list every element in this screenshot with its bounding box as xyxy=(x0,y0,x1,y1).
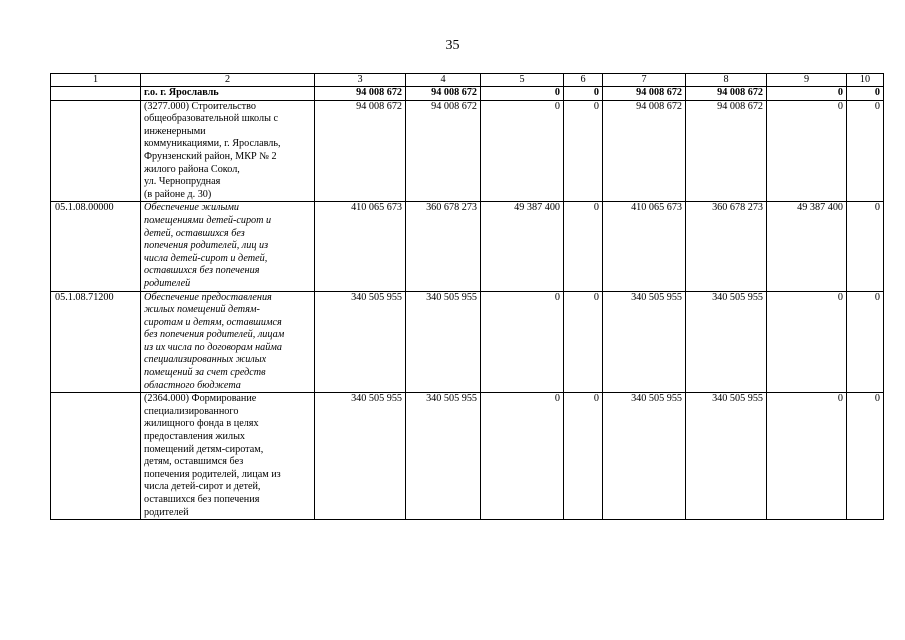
description-line: оставшихся без попечения xyxy=(144,265,260,277)
value-cell: 0 xyxy=(481,100,564,202)
value-cell: 94 008 672 xyxy=(603,87,686,101)
description-line: из их числа по договорам найма xyxy=(144,341,282,353)
value-cell: 0 xyxy=(847,87,884,101)
description-line: попечения родителей, лицам из xyxy=(144,468,281,480)
value-cell: 410 065 673 xyxy=(603,202,686,291)
value-cell: 0 xyxy=(564,291,603,393)
value-cell: 49 387 400 xyxy=(481,202,564,291)
description-line: коммуникациями, г. Ярославль, xyxy=(144,138,281,150)
description-line: областного бюджета xyxy=(144,379,241,391)
description-line: жилых помещений детям- xyxy=(144,304,260,316)
column-header: 7 xyxy=(603,74,686,87)
description-line: без попечения родителей, лицам xyxy=(144,329,285,341)
row-description xyxy=(141,202,315,291)
description-line: родителей xyxy=(144,277,191,289)
description-line: Обеспечение предоставления xyxy=(144,291,272,303)
value-cell: 0 xyxy=(481,393,564,520)
column-header: 1 xyxy=(51,74,141,87)
value-cell: 0 xyxy=(564,87,603,101)
table-row xyxy=(51,100,884,202)
description-line: сиротам и детям, оставшимся xyxy=(144,316,282,328)
value-cell: 94 008 672 xyxy=(315,87,406,101)
value-cell: 360 678 273 xyxy=(686,202,767,291)
value-cell: 0 xyxy=(564,393,603,520)
description-line: числа детей-сирот и детей, xyxy=(144,481,261,493)
value-cell: 340 505 955 xyxy=(603,393,686,520)
table-row xyxy=(51,202,884,291)
column-header: 8 xyxy=(686,74,767,87)
value-cell: 0 xyxy=(847,100,884,202)
value-cell: 0 xyxy=(847,393,884,520)
value-cell: 94 008 672 xyxy=(603,100,686,202)
column-number-row xyxy=(51,74,884,87)
description-line: (в районе д. 30) xyxy=(144,188,212,200)
value-cell: 340 505 955 xyxy=(406,393,481,520)
description-line: числа детей-сирот и детей, xyxy=(144,252,268,264)
description-line: жилищного фонда в целях xyxy=(144,418,259,430)
description-line: ул. Чернопрудная xyxy=(144,176,221,188)
description-line: специализированного xyxy=(144,405,239,417)
column-header: 3 xyxy=(315,74,406,87)
value-cell: 49 387 400 xyxy=(767,202,847,291)
row-description xyxy=(141,100,315,202)
description-line: помещений детям-сиротам, xyxy=(144,443,264,455)
description-line: г.о. г. Ярославль xyxy=(144,87,219,98)
row-code xyxy=(51,87,141,101)
value-cell: 360 678 273 xyxy=(406,202,481,291)
row-description xyxy=(141,87,315,101)
value-cell: 340 505 955 xyxy=(315,393,406,520)
value-cell: 0 xyxy=(767,393,847,520)
value-cell: 0 xyxy=(847,291,884,393)
row-code xyxy=(51,393,141,520)
value-cell: 0 xyxy=(847,202,884,291)
table-row xyxy=(51,291,884,393)
value-cell: 340 505 955 xyxy=(686,393,767,520)
row-description xyxy=(141,393,315,520)
description-line: детей, оставшихся без xyxy=(144,227,245,239)
description-line: (3277.000) Строительство xyxy=(144,100,256,112)
value-cell: 0 xyxy=(481,291,564,393)
value-cell: 94 008 672 xyxy=(406,87,481,101)
description-line: помещений за счет средств xyxy=(144,367,266,379)
value-cell: 94 008 672 xyxy=(315,100,406,202)
description-line: (2364.000) Формирование xyxy=(144,393,257,405)
description-line: Фрунзенский район, МКР № 2 xyxy=(144,150,277,162)
row-code: 05.1.08.71200 xyxy=(51,291,141,393)
description-line: детям, оставшимся без xyxy=(144,456,244,468)
column-header: 5 xyxy=(481,74,564,87)
value-cell: 0 xyxy=(481,87,564,101)
description-line: оставшихся без попечения xyxy=(144,494,260,505)
description-line: жилого района Сокол, xyxy=(144,163,240,175)
budget-table xyxy=(50,73,884,520)
table-row xyxy=(51,87,884,101)
row-code: 05.1.08.00000 xyxy=(51,202,141,291)
page-number: 35 xyxy=(445,38,460,53)
value-cell: 340 505 955 xyxy=(315,291,406,393)
description-line: Обеспечение жилыми xyxy=(144,202,239,214)
table-row xyxy=(51,393,884,520)
description-line: попечения родителей, лиц из xyxy=(144,240,269,252)
value-cell: 94 008 672 xyxy=(686,100,767,202)
value-cell: 410 065 673 xyxy=(315,202,406,291)
value-cell: 340 505 955 xyxy=(686,291,767,393)
description-line: родителей xyxy=(144,506,189,518)
value-cell: 0 xyxy=(564,100,603,202)
value-cell: 0 xyxy=(767,87,847,101)
description-line: предоставления жилых xyxy=(144,431,246,443)
description-line: инженерными xyxy=(144,125,206,137)
value-cell: 340 505 955 xyxy=(603,291,686,393)
row-description xyxy=(141,291,315,393)
column-header: 2 xyxy=(141,74,315,87)
column-header: 4 xyxy=(406,74,481,87)
value-cell: 94 008 672 xyxy=(686,87,767,101)
value-cell: 0 xyxy=(564,202,603,291)
column-header: 10 xyxy=(847,74,884,87)
value-cell: 340 505 955 xyxy=(406,291,481,393)
column-header: 9 xyxy=(767,74,847,87)
value-cell: 94 008 672 xyxy=(406,100,481,202)
description-line: помещениями детей-сирот и xyxy=(144,214,272,226)
column-header: 6 xyxy=(564,74,603,87)
value-cell: 0 xyxy=(767,291,847,393)
description-line: общеобразовательной школы с xyxy=(144,113,279,125)
value-cell: 0 xyxy=(767,100,847,202)
description-line: специализированных жилых xyxy=(144,354,267,366)
row-code xyxy=(51,100,141,202)
